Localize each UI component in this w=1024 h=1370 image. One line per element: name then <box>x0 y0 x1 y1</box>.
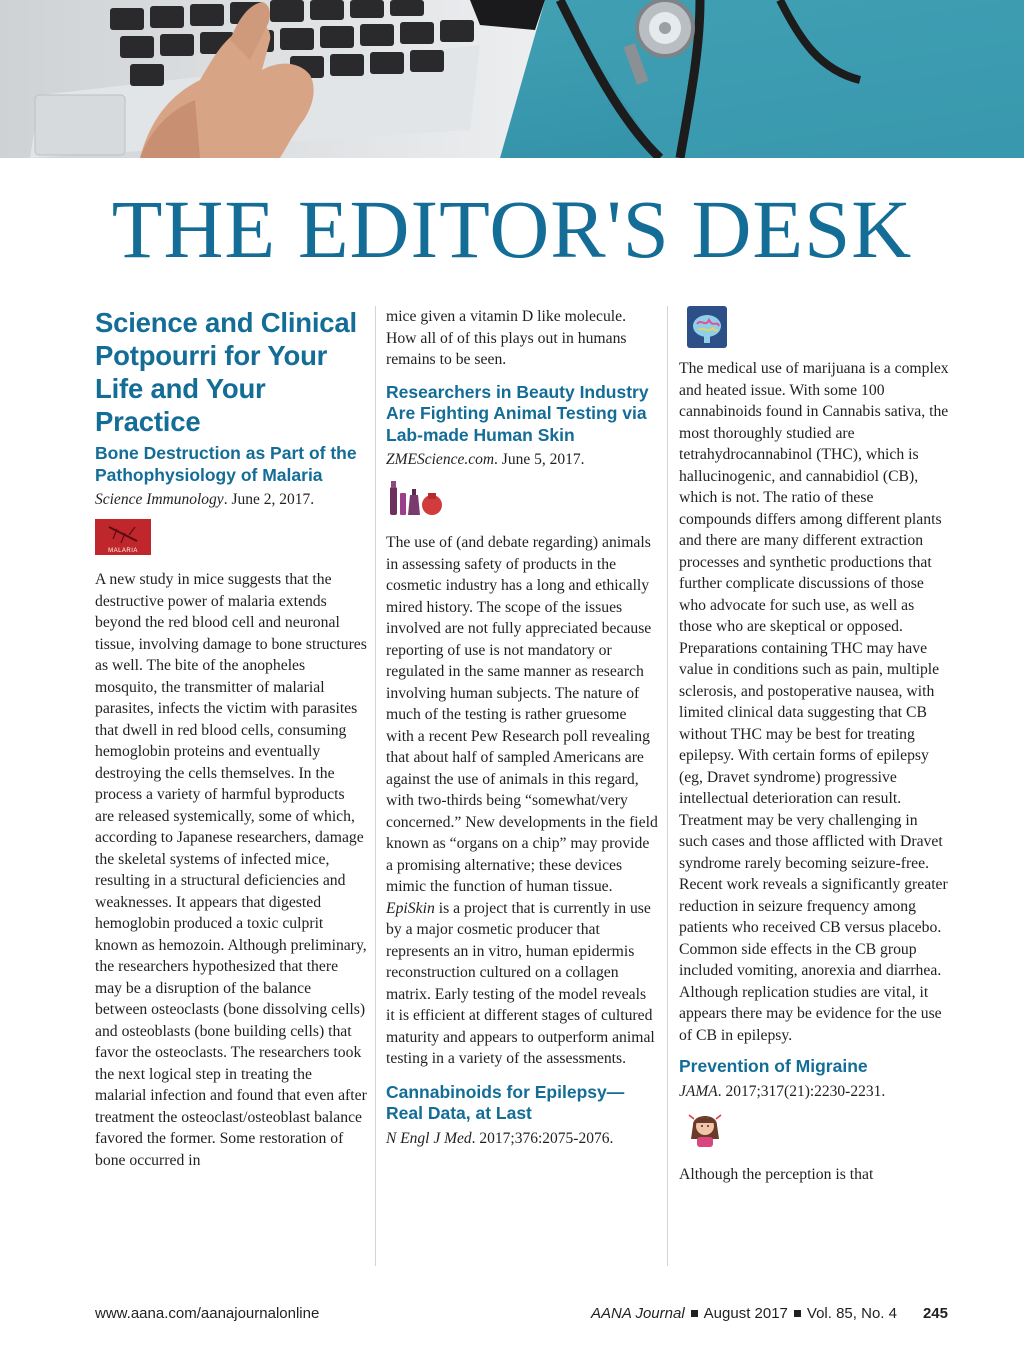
footer-volume: Vol. 85, No. 4 <box>806 1305 897 1322</box>
source-journal: N Engl J Med <box>386 1129 472 1147</box>
episkin-term: EpiSkin <box>386 899 435 917</box>
migraine-woman-icon <box>687 1109 949 1152</box>
source-date: . 2017;376:2075-2076. <box>471 1129 614 1147</box>
column-3 <box>679 306 949 1185</box>
article-body-cannabinoids: The medical use of marijuana is a complex and heated issue. With some 100 cannabinoids found in Cannabis sativa, the most thoroughly studied are tetrahydrocannabinol (THC), which is hallucinogenic, and cannabidiol (CB), which is not. The ratio of these compounds differs among different plants and there are many different extraction processes and synthetic productions that further complicate discussions of those who advocate for such use, as well as those who are skeptical or opposed. Preparations containing THC may have value in conditions such as pain, multiple sclerosis, and postoperative nausea, with limited clinical data suggesting that CB without THC may be best for treating epilepsy. With certain forms of epilepsy (eg, Dravet syndrome) progressive intellectual deterioration can result. Treatment may be very challenging in such cases and those afflicted with Dravet syndrome rarely becoming seizure-free. Recent work reveals a significantly greater reduction in seizure frequency among patients who received CB versus placebo. Common side effects in the CB group included vomiting, anorexia and diarrhea. Although replication studies are vital, it appears there may be evidence for the use of CB in epilepsy. <box>679 360 949 1044</box>
footer-url[interactable]: www.aana.com/aanajournalonline <box>95 1305 320 1322</box>
footer-issue-date: August 2017 <box>703 1305 788 1322</box>
source-journal: JAMA <box>679 1082 718 1100</box>
separator-square <box>794 1310 801 1317</box>
article-source <box>95 489 367 511</box>
brain-icon <box>687 306 727 348</box>
footer-journal: AANA Journal <box>591 1305 685 1322</box>
body-text: is a project that is currently in use by a major cosmetic producer that represents an in vitro, human epidermis reconstruction cultured on a collagen matrix. Early testing of the model reveals it is efficient at different stages of cultured maturity and appears to outperform animal testing in a variety of the assessments. <box>386 899 655 1067</box>
column-2 <box>386 306 658 1150</box>
column-divider <box>375 306 376 1266</box>
body-text: The use of (and debate regarding) animals in assessing safety of products in the cosmetic industry has a long and ethically mired history. The scope of the issues involved are not fully appreciated because reporting of use is not mandatory or regulated in the same manner as research involving human subjects. The nature of much of the testing is rather gruesome with a recent Pew Research poll revealing that about half of sampled Americans are against the use of animals in this regard, with two-thirds being “somewhat/very concerned.” New developments in the field known as “organs on a chip” may provide a promising alternative; these devices mimic the function of human tissue. <box>386 534 658 895</box>
article-heading-malaria: Bone Destruction as Part of the Pathophysiology of Malaria <box>95 443 357 485</box>
article-source <box>386 1128 658 1150</box>
thumb-label: MALARIA <box>108 548 138 554</box>
source-date: . 2017;317(21):2230-2231. <box>717 1082 886 1100</box>
article-heading-migraine: Prevention of Migraine <box>679 1056 868 1076</box>
malaria-mosquito-icon <box>95 519 151 555</box>
header-photo <box>0 0 1024 158</box>
article-body-beauty <box>386 532 658 1070</box>
section-heading: Science and Clinical Potpourri for Your Life and Your Practice <box>95 307 357 437</box>
article-source <box>386 449 658 471</box>
source-journal: Science Immunology <box>95 491 224 508</box>
article-heading-cannabinoids: Cannabinoids for Epilepsy—Real Data, at Last <box>386 1081 625 1123</box>
separator-square <box>691 1310 698 1317</box>
page-number: 245 <box>922 1305 948 1322</box>
footer-issue-info <box>591 1305 948 1322</box>
cosmetics-icon <box>386 481 658 522</box>
source-date: . June 2, 2017. <box>223 491 315 508</box>
masthead-title: THE EDITOR'S DESK <box>111 183 913 275</box>
article-body-malaria: A new study in mice suggests that the destructive power of malaria extends beyond the red blood cell and neuronal tissue, involving damage to bone structures as well. The bite of the anopheles mosquito, the transmitter of malarial parasites, infects the victim with parasites that dwell in red blood cells, consuming hemoglobin proteins and eventually destroying the cells themselves. In the process a variety of harmful byproducts are released systemically, some of which, according to Japanese researchers, damage the skeletal systems of infected mice, resulting in a structural deficiencies and weaknesses. It appears that digested hemoglobin produced a toxic culprit known as hemozoin. Although preliminary, the researchers hypothesized that there may be a disruption of the balance between osteoclasts (bone dissolving cells) and osteoblasts (bone building cells) that favor the osteoclasts. The researchers took the next logical step in treating the malarial infection and found that even after treatment the osteoclast/osteoblast balance favored the former. Some restoration of bone occurred in <box>95 571 367 1169</box>
column-1 <box>95 306 367 1171</box>
article-heading-beauty: Researchers in Beauty Industry Are Fighting Animal Testing via Lab-made Human Skin <box>386 381 649 445</box>
article-body-continued: mice given a vitamin D like molecule. How all of of this plays out in humans remains to be seen. <box>386 308 627 368</box>
source-journal: ZMEScience.com <box>386 451 495 468</box>
article-body-migraine: Although the perception is that <box>679 1165 874 1183</box>
article-source <box>679 1081 949 1103</box>
page-footer <box>95 1305 948 1325</box>
source-date: . June 5, 2017. <box>494 451 585 468</box>
column-divider <box>667 306 668 1266</box>
